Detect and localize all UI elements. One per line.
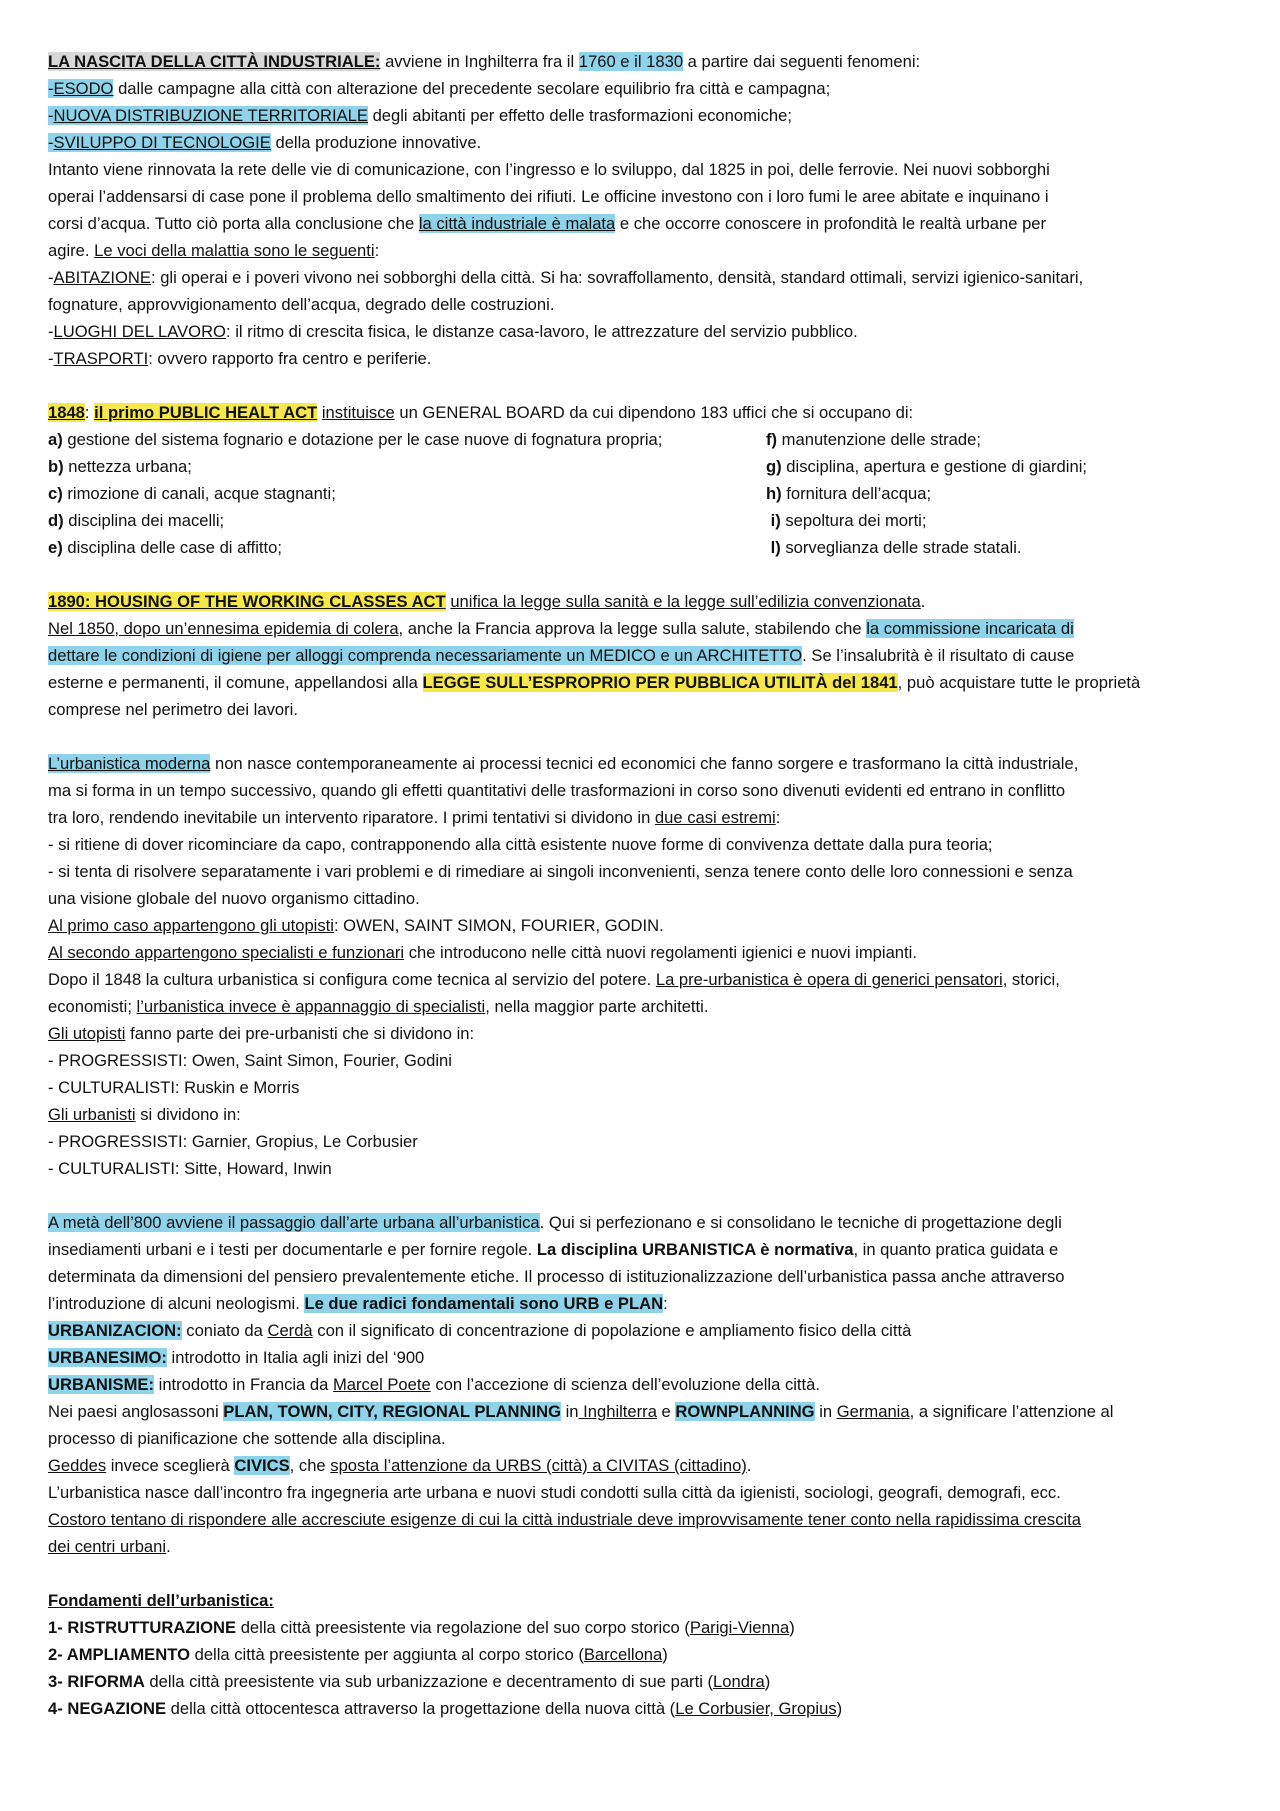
spacer bbox=[48, 1560, 1232, 1587]
list-item: - PROGRESSISTI: Owen, Saint Simon, Fourier, Godini bbox=[48, 1051, 452, 1070]
list-item: a) gestione del sistema fognario e dotazione per le case nuove di fognatura propria; bbox=[48, 430, 663, 449]
paragraph-line: dettare le condizioni di igiene per alloggi comprenda necessariamente un MEDICO e un ARCHITETTO. Se l’insalubrità è il risultato di cause bbox=[48, 646, 1075, 665]
disease-item: -LUOGHI DEL LAVORO: il ritmo di crescita fisica, le distanze casa-lavoro, le attrezzature del servizio pubblico. bbox=[48, 322, 858, 341]
offices-row bbox=[48, 426, 1232, 453]
list-item: - CULTURALISTI: Sitte, Howard, Inwin bbox=[48, 1159, 332, 1178]
law-title: LEGGE SULL’ESPROPRIO PER PUBBLICA UTILITÀ del 1841 bbox=[422, 673, 898, 692]
paragraph-line: dei centri urbani. bbox=[48, 1537, 171, 1556]
neologism-key: URBANISME: bbox=[48, 1375, 155, 1394]
offices-row bbox=[48, 507, 1232, 534]
foundation-item: 3- RIFORMA della città preesistente via sub urbanizzazione e decentramento di sue parti (Londra) bbox=[48, 1672, 771, 1691]
neologism-item: URBANISME: introdotto in Francia da Marcel Poete con l’accezione di scienza dell’evoluzione della città. bbox=[48, 1375, 820, 1394]
neologism-item: URBANESIMO: introdotto in Italia agli inizi del ‘900 bbox=[48, 1348, 425, 1367]
phenomenon-item: -SVILUPPO DI TECNOLOGIE della produzione innovative. bbox=[48, 133, 482, 152]
paragraph-line: Nei paesi anglosassoni PLAN, TOWN, CITY, REGIONAL PLANNING in Inghilterra e ROWNPLANNING in Germania, a significare l’attenzione al bbox=[48, 1402, 1114, 1421]
paragraph-line: l’introduzione di alcuni neologismi. Le due radici fondamentali sono URB e PLAN: bbox=[48, 1294, 668, 1313]
foundation-item: 2- AMPLIAMENTO della città preesistente per aggiunta al corpo storico (Barcellona) bbox=[48, 1645, 668, 1664]
paragraph-line: Gli utopisti fanno parte dei pre-urbanisti che si dividono in: bbox=[48, 1024, 475, 1043]
paragraph-line: Al primo caso appartengono gli utopisti: OWEN, SAINT SIMON, FOURIER, GODIN. bbox=[48, 916, 664, 935]
phenomenon-item: -NUOVA DISTRIBUZIONE TERRITORIALE degli abitanti per effetto delle trasformazioni economiche; bbox=[48, 106, 792, 125]
paragraph-line: corsi d’acqua. Tutto ciò porta alla conclusione che la città industriale è malata e che occorre conoscere in profondità le realtà urbane per bbox=[48, 214, 1047, 233]
spacer bbox=[48, 372, 1232, 399]
paragraph-line: comprese nel perimetro dei lavori. bbox=[48, 700, 298, 719]
list-item: f) manutenzione delle strade; bbox=[766, 430, 981, 449]
disease-key: TRASPORTI bbox=[53, 349, 149, 368]
highlight-text: L’urbanistica moderna bbox=[48, 754, 211, 773]
act-title: 1890: HOUSING OF THE WORKING CLASSES ACT bbox=[48, 592, 446, 611]
paragraph-line: A metà dell’800 avviene il passaggio dall’arte urbana all’urbanistica. Qui si perfezionano e si consolidano le tecniche di progettazione degli bbox=[48, 1213, 1062, 1232]
offices-list bbox=[48, 426, 1232, 561]
list-item: l) sorveglianza delle strade statali. bbox=[766, 538, 1022, 557]
paragraph-line: agire. Le voci della malattia sono le seguenti: bbox=[48, 241, 380, 260]
list-item: e) disciplina delle case di affitto; bbox=[48, 538, 282, 557]
neologism-key: URBANIZACION: bbox=[48, 1321, 182, 1340]
offices-row bbox=[48, 453, 1232, 480]
spacer bbox=[48, 1182, 1232, 1209]
paragraph-line: Geddes invece sceglierà CIVICS, che sposta l’attenzione da URBS (città) a CIVITAS (cittadino). bbox=[48, 1456, 752, 1475]
paragraph-line: fognature, approvvigionamento dell’acqua, degrado delle costruzioni. bbox=[48, 295, 555, 314]
paragraph-line: Intanto viene rinnovata la rete delle vie di comunicazione, con l’ingresso e lo sviluppo, dal 1825 in poi, delle ferrovie. Nei nuovi sobborghi bbox=[48, 160, 1050, 179]
phenomenon-key: ESODO bbox=[53, 79, 114, 98]
paragraph-line: Al secondo appartengono specialisti e funzionari che introducono nelle città nuovi regolamenti igienici e nuovi impianti. bbox=[48, 943, 917, 962]
phenomenon-item: -ESODO dalle campagne alla città con alterazione del precedente secolare equilibrio fra città e campagna; bbox=[48, 79, 831, 98]
paragraph-line: Costoro tentano di rispondere alle accresciute esigenze di cui la città industriale deve improvvisamente tener conto nella rapidissima crescita bbox=[48, 1510, 1082, 1529]
offices-row bbox=[48, 534, 1232, 561]
highlight-text: la città industriale è malata bbox=[418, 214, 616, 233]
disease-item: -TRASPORTI: ovvero rapporto fra centro e periferie. bbox=[48, 349, 432, 368]
list-item: c) rimozione di canali, acque stagnanti; bbox=[48, 484, 336, 503]
highlight-text: PLAN, TOWN, CITY, REGIONAL PLANNING bbox=[223, 1402, 561, 1421]
paragraph-line: economisti; l’urbanistica invece è appannaggio di specialisti, nella maggior parte architetti. bbox=[48, 997, 709, 1016]
phenomenon-key: NUOVA DISTRIBUZIONE TERRITORIALE bbox=[53, 106, 368, 125]
section-public-health-act: 1848: il primo PUBLIC HEALT ACT instituisce un GENERAL BOARD da cui dipendono 183 uffici che si occupano di: bbox=[48, 403, 914, 422]
disease-item: -ABITAZIONE: gli operai e i poveri vivono nei sobborghi della città. Si ha: sovraffollamento, densità, standard ottimali, servizi igienico-sanitari, bbox=[48, 268, 1084, 287]
paragraph-line: L’urbanistica nasce dall’incontro fra ingegneria arte urbana e nuovi studi condotti sulla città da igienisti, sociologi, geografi, demografi, ecc. bbox=[48, 1483, 1061, 1502]
highlight-text: ROWNPLANNING bbox=[675, 1402, 815, 1421]
list-item: b) nettezza urbana; bbox=[48, 457, 192, 476]
list-item: - CULTURALISTI: Ruskin e Morris bbox=[48, 1078, 300, 1097]
neologism-item: URBANIZACION: coniato da Cerdà con il significato di concentrazione di popolazione e ampliamento fisico della città bbox=[48, 1321, 912, 1340]
paragraph-line: - si tenta di risolvere separatamente i vari problemi e di rimediare ai singoli inconvenienti, senza tenere conto delle loro connessioni e senza bbox=[48, 862, 1073, 881]
disease-key: LUOGHI DEL LAVORO bbox=[53, 322, 226, 341]
paragraph-line: una visione globale del nuovo organismo cittadino. bbox=[48, 889, 420, 908]
list-item: i) sepoltura dei morti; bbox=[766, 511, 927, 530]
section-title: Fondamenti dell’urbanistica: bbox=[48, 1591, 274, 1610]
list-item: h) fornitura dell’acqua; bbox=[766, 484, 932, 503]
paragraph-line: determinata da dimensioni del pensiero prevalentemente etiche. Il processo di istituzionalizzazione dell’urbanistica passa anche attraverso bbox=[48, 1267, 1065, 1286]
highlight-text: A metà dell’800 avviene il passaggio dall’arte urbana all’urbanistica bbox=[48, 1213, 540, 1232]
paragraph-line: esterne e permanenti, il comune, appellandosi alla LEGGE SULL’ESPROPRIO PER PUBBLICA UTILITÀ del 1841, può acquistare tutte le proprietà bbox=[48, 673, 1141, 692]
foundation-item: 4- NEGAZIONE della città ottocentesca attraverso la progettazione della nuova città (Le Corbusier, Gropius) bbox=[48, 1699, 843, 1718]
highlight-text: dettare le condizioni di igiene per alloggi comprenda necessariamente un MEDICO e un ARCHITETTO bbox=[48, 646, 803, 665]
neologism-key: URBANESIMO: bbox=[48, 1348, 167, 1367]
offices-row bbox=[48, 480, 1232, 507]
section-housing-act: 1890: HOUSING OF THE WORKING CLASSES ACT unifica la legge sulla sanità e la legge sull’edilizia convenzionata. bbox=[48, 592, 926, 611]
paragraph-line: operai l’addensarsi di case pone il problema dello smaltimento dei rifiuti. Le officine investono con i loro fumi le aree abitate e inquinano i bbox=[48, 187, 1049, 206]
list-item: g) disciplina, apertura e gestione di giardini; bbox=[766, 457, 1087, 476]
paragraph-line: processo di pianificazione che sottende alla disciplina. bbox=[48, 1429, 446, 1448]
list-item: - PROGRESSISTI: Garnier, Gropius, Le Corbusier bbox=[48, 1132, 418, 1151]
paragraph-line: Gli urbanisti si dividono in: bbox=[48, 1105, 241, 1124]
date-range: 1760 e il 1830 bbox=[578, 52, 684, 71]
paragraph-line: tra loro, rendendo inevitabile un intervento riparatore. I primi tentativi si dividono in due casi estremi: bbox=[48, 808, 781, 827]
foundation-item: 1- RISTRUTTURAZIONE della città preesistente via regolazione del suo corpo storico (Parigi-Vienna) bbox=[48, 1618, 795, 1637]
spacer bbox=[48, 561, 1232, 588]
highlight-text: la commissione incaricata di bbox=[866, 619, 1074, 638]
paragraph-line: insediamenti urbani e i testi per documentarle e per fornire regole. La disciplina URBANISTICA è normativa, in quanto pratica guidata e bbox=[48, 1240, 1059, 1259]
disease-key: ABITAZIONE bbox=[53, 268, 151, 287]
spacer bbox=[48, 723, 1232, 750]
act-title: il primo PUBLIC HEALT ACT bbox=[94, 403, 318, 422]
paragraph-line: - si ritiene di dover ricominciare da capo, contrapponendo alla città esistente nuove forme di convivenza dettate dalla pura teoria; bbox=[48, 835, 993, 854]
paragraph-line: Nel 1850, dopo un’ennesima epidemia di colera, anche la Francia approva la legge sulla salute, stabilendo che la commissione incaricata di bbox=[48, 619, 1074, 638]
section-title: LA NASCITA DELLA CITTÀ INDUSTRIALE: bbox=[48, 52, 381, 71]
phenomenon-key: SVILUPPO DI TECNOLOGIE bbox=[53, 133, 271, 152]
year-label: 1848 bbox=[48, 403, 85, 422]
paragraph-line: ma si forma in un tempo successivo, quando gli effetti quantitativi delle trasformazioni in corso sono divenuti evidenti ed entrano in conflitto bbox=[48, 781, 1066, 800]
highlight-text: Le due radici fondamentali sono URB e PLAN bbox=[304, 1294, 664, 1313]
section-industrial-city-intro: LA NASCITA DELLA CITTÀ INDUSTRIALE: avviene in Inghilterra fra il 1760 e il 1830 a partire dai seguenti fenomeni: bbox=[48, 52, 921, 71]
highlight-text: CIVICS bbox=[234, 1456, 290, 1475]
paragraph-line: Dopo il 1848 la cultura urbanistica si configura come tecnica al servizio del potere. La pre-urbanistica è opera di generici pensatori, storici, bbox=[48, 970, 1060, 989]
list-item: d) disciplina dei macelli; bbox=[48, 511, 225, 530]
paragraph-line: L’urbanistica moderna non nasce contemporaneamente ai processi tecnici ed economici che fanno sorgere e trasformano la città industriale, bbox=[48, 754, 1079, 773]
